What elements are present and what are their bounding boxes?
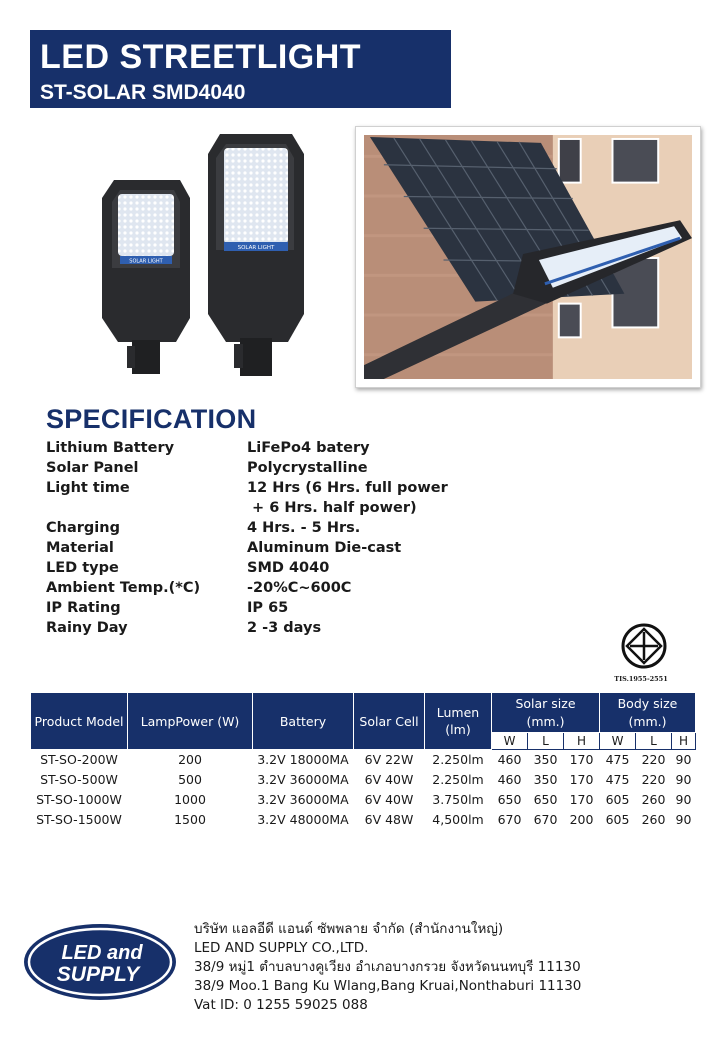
spec-label: Solar Panel [46,460,139,476]
page-title: LED STREETLIGHT [40,38,362,76]
spec-value: LiFePo4 batery [247,440,370,456]
cell-body-h: 90 [675,772,692,787]
cell-battery: 3.2V 36000MA [257,792,349,807]
table-row [31,790,696,810]
header-lumen-label: Lumen [436,705,480,720]
models-table [30,692,696,830]
table-row [31,810,696,830]
company-logo [22,922,178,1002]
header-solar-l: L [528,733,564,750]
cell-battery: 3.2V 18000MA [257,752,349,768]
spec-row [46,558,448,578]
cell-solar-cell: 6V 40W [364,792,414,807]
cell-solar-w: 650 [497,792,522,807]
cell-body-w: 605 [605,812,630,827]
header-battery: Battery [253,693,354,750]
spec-label: Light time [46,480,130,496]
cell-solar-w: 460 [497,752,522,768]
spec-value: Polycrystalline [247,460,368,476]
cell-solar-l: 670 [533,812,558,827]
company-name-thai: บริษัท แอลอีดี แอนด์ ซัพพลาย จำกัด (สำนักงานใหญ่) [194,921,504,937]
cell-body-w: 605 [605,792,630,807]
cell-power: 500 [178,772,202,787]
cell-lumen: 2.250lm [432,752,484,768]
cell-battery: 3.2V 48000MA [257,812,349,827]
company-name-english: LED AND SUPPLY CO.,LTD. [194,940,369,956]
spec-row [46,598,448,618]
cell-body-h: 90 [675,812,692,827]
title-banner [30,30,451,108]
cell-solar-h: 200 [569,812,594,827]
spec-label: Ambient Temp.(*C) [46,580,201,596]
cell-solar-l: 350 [533,772,558,787]
logo-text-top: LED and [61,942,143,964]
cell-body-h: 90 [675,792,692,807]
cell-solar-l: 650 [533,792,558,807]
spec-row [46,478,448,498]
installation-photo [355,126,701,388]
cell-body-h: 90 [675,752,692,768]
spec-value: 4 Hrs. - 5 Hrs. [247,520,361,536]
spec-row [46,618,448,638]
cell-lumen: 2.250lm [432,772,484,787]
cell-power: 1000 [174,792,206,807]
spec-row [46,578,448,598]
spec-label: Charging [46,520,120,536]
cell-solar-h: 170 [569,752,594,768]
cell-solar-h: 170 [569,792,594,807]
spec-label: IP Rating [46,600,121,616]
spec-row [46,438,448,458]
header-body-w: W [600,733,636,750]
cell-solar-w: 670 [497,812,522,827]
spec-value: 2 -3 days [247,620,322,636]
address-english: 38/9 Moo.1 Bang Ku Wlang,Bang Kruai,Nonthaburi 11130 [194,978,582,994]
header-body-size [600,693,696,733]
vat-id: Vat ID: 0 1255 59025 088 [194,997,368,1013]
table-row [31,770,696,790]
spec-value: -20%C~600C [247,580,352,596]
cell-body-l: 260 [641,792,666,807]
spec-value: + 6 Hrs. half power) [247,500,417,516]
spec-label [46,498,247,518]
header-solar-size-unit: (mm.) [526,713,565,729]
cell-body-l: 260 [641,812,666,827]
specification-heading: SPECIFICATION [46,404,257,434]
cell-power: 200 [178,752,202,768]
cell-solar-cell: 6V 22W [364,752,414,768]
header-solar-cell: Solar Cell [354,693,425,750]
cell-solar-w: 460 [497,772,522,787]
header-body-h: H [672,733,696,750]
cell-body-w: 475 [605,772,630,787]
header-lamp-power: LampPower (W) [128,693,253,750]
cell-model: ST-SO-1000W [36,792,122,807]
cell-body-l: 220 [641,752,666,768]
cell-lumen: 3.750lm [432,792,484,807]
cell-model: ST-SO-500W [40,772,118,787]
spec-label: LED type [46,560,119,576]
logo-text-bottom: SUPPLY [56,963,140,986]
spec-value: SMD 4040 [247,560,330,576]
cell-solar-cell: 6V 40W [364,772,414,787]
specification-list [46,438,448,638]
cell-body-w: 475 [605,752,630,768]
lamp-label-small: SOLAR LIGHT [129,258,163,265]
spec-row [46,498,448,518]
header-lumen-unit: (lm) [445,722,471,737]
cell-power: 1500 [174,812,206,827]
cell-solar-h: 170 [569,772,594,787]
spec-value: IP 65 [247,600,289,616]
tis-certification-mark [614,622,668,683]
cell-lumen: 4,500lm [432,812,484,827]
tis-icon [620,622,668,670]
tis-caption: TIS.1955-2551 [614,675,668,683]
spec-row [46,518,448,538]
header-body-size-unit: (mm.) [628,713,667,729]
spec-value: Aluminum Die-cast [247,540,402,556]
address-thai: 38/9 หมู่1 ตำบลบางคูเวียง อำเภอบางกรวย จังหวัดนนทบุรี 11130 [194,959,581,975]
header-solar-w: W [492,733,528,750]
cell-model: ST-SO-200W [40,752,118,768]
header-lumen [425,693,492,750]
spec-label: Lithium Battery [46,440,175,456]
header-solar-size [492,693,600,733]
spec-row [46,458,448,478]
company-address [194,920,581,1015]
header-body-l: L [636,733,672,750]
cell-solar-l: 350 [533,752,558,768]
product-photo [92,128,312,383]
header-solar-size-label: Solar size [515,695,576,711]
cell-battery: 3.2V 36000MA [257,772,349,787]
lamp-label-large: SOLAR LIGHT [237,245,275,251]
cell-solar-cell: 6V 48W [364,812,414,827]
spec-value: 12 Hrs (6 Hrs. full power [247,480,448,496]
header-solar-h: H [564,733,600,750]
table-row [31,750,696,770]
spec-label: Rainy Day [46,620,128,636]
spec-label: Material [46,540,114,556]
header-product-model: Product Model [31,693,128,750]
header-body-size-label: Body size [617,695,678,711]
cell-body-l: 220 [641,772,666,787]
cell-model: ST-SO-1500W [36,812,122,827]
spec-row [46,538,448,558]
page-subtitle: ST-SOLAR SMD4040 [40,81,246,104]
